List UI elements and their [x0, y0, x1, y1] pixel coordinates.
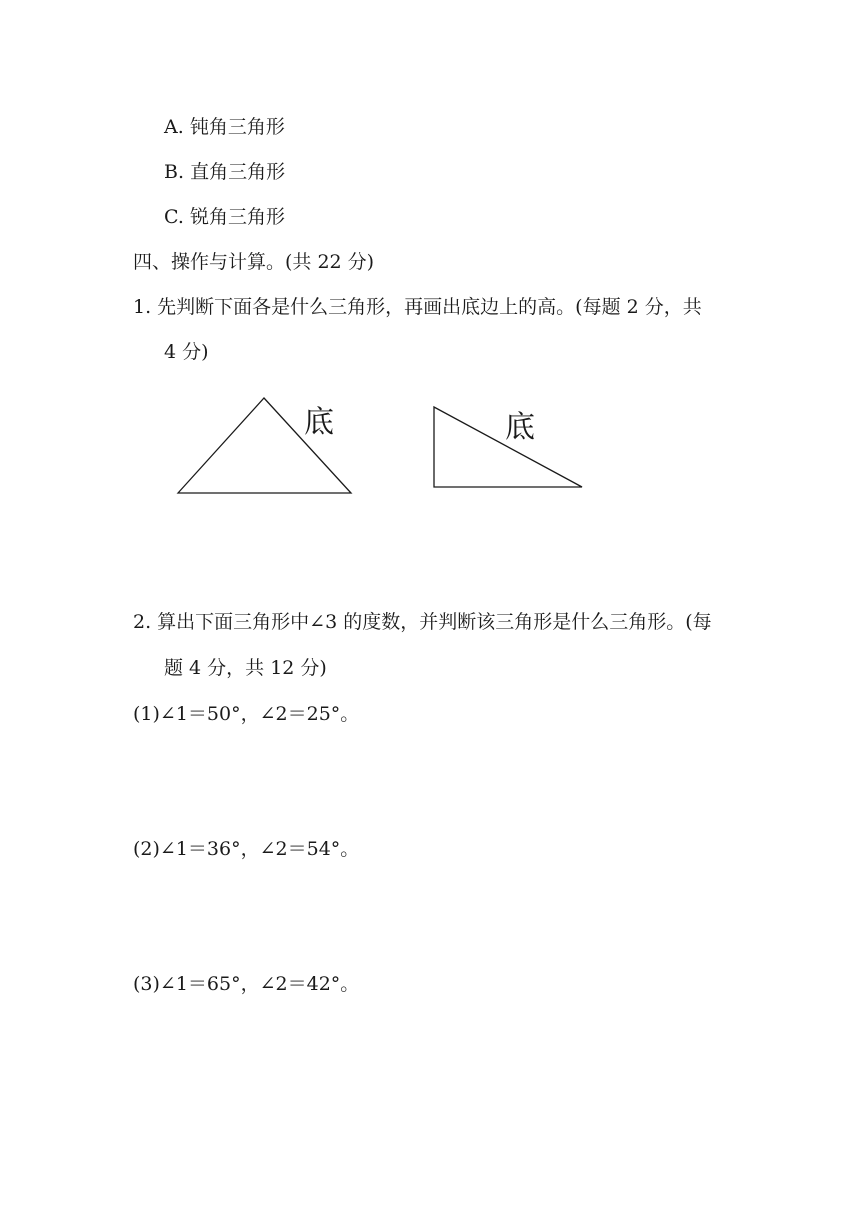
question-1-line-2: 4 分) — [164, 341, 209, 363]
option-letter: B. — [164, 161, 185, 183]
base-label-1: 底 — [304, 405, 334, 440]
option-letter: A. — [164, 116, 184, 138]
question-1-line-1: 1. 先判断下面各是什么三角形，再画出底边上的高。(每题 2 分，共 — [133, 296, 702, 318]
question-2-line-1: 2. 算出下面三角形中∠3 的度数，并判断该三角形是什么三角形。(每 — [133, 611, 712, 633]
option-text: 直角三角形 — [190, 161, 286, 183]
question-2-item-3: (3)∠1＝65°，∠2＝42°。 — [133, 973, 360, 995]
option-text: 钝角三角形 — [189, 116, 285, 138]
option-text: 锐角三角形 — [189, 206, 285, 228]
question-2-item-1: (1)∠1＝50°，∠2＝25°。 — [133, 703, 360, 725]
triangle-figures — [0, 0, 860, 560]
section-heading: 四、操作与计算。(共 22 分) — [133, 251, 375, 273]
question-2-line-2: 题 4 分，共 12 分) — [164, 657, 327, 679]
base-label-2: 底 — [505, 410, 535, 445]
question-2-item-2: (2)∠1＝36°，∠2＝54°。 — [133, 838, 360, 860]
option-letter: C. — [164, 206, 184, 228]
